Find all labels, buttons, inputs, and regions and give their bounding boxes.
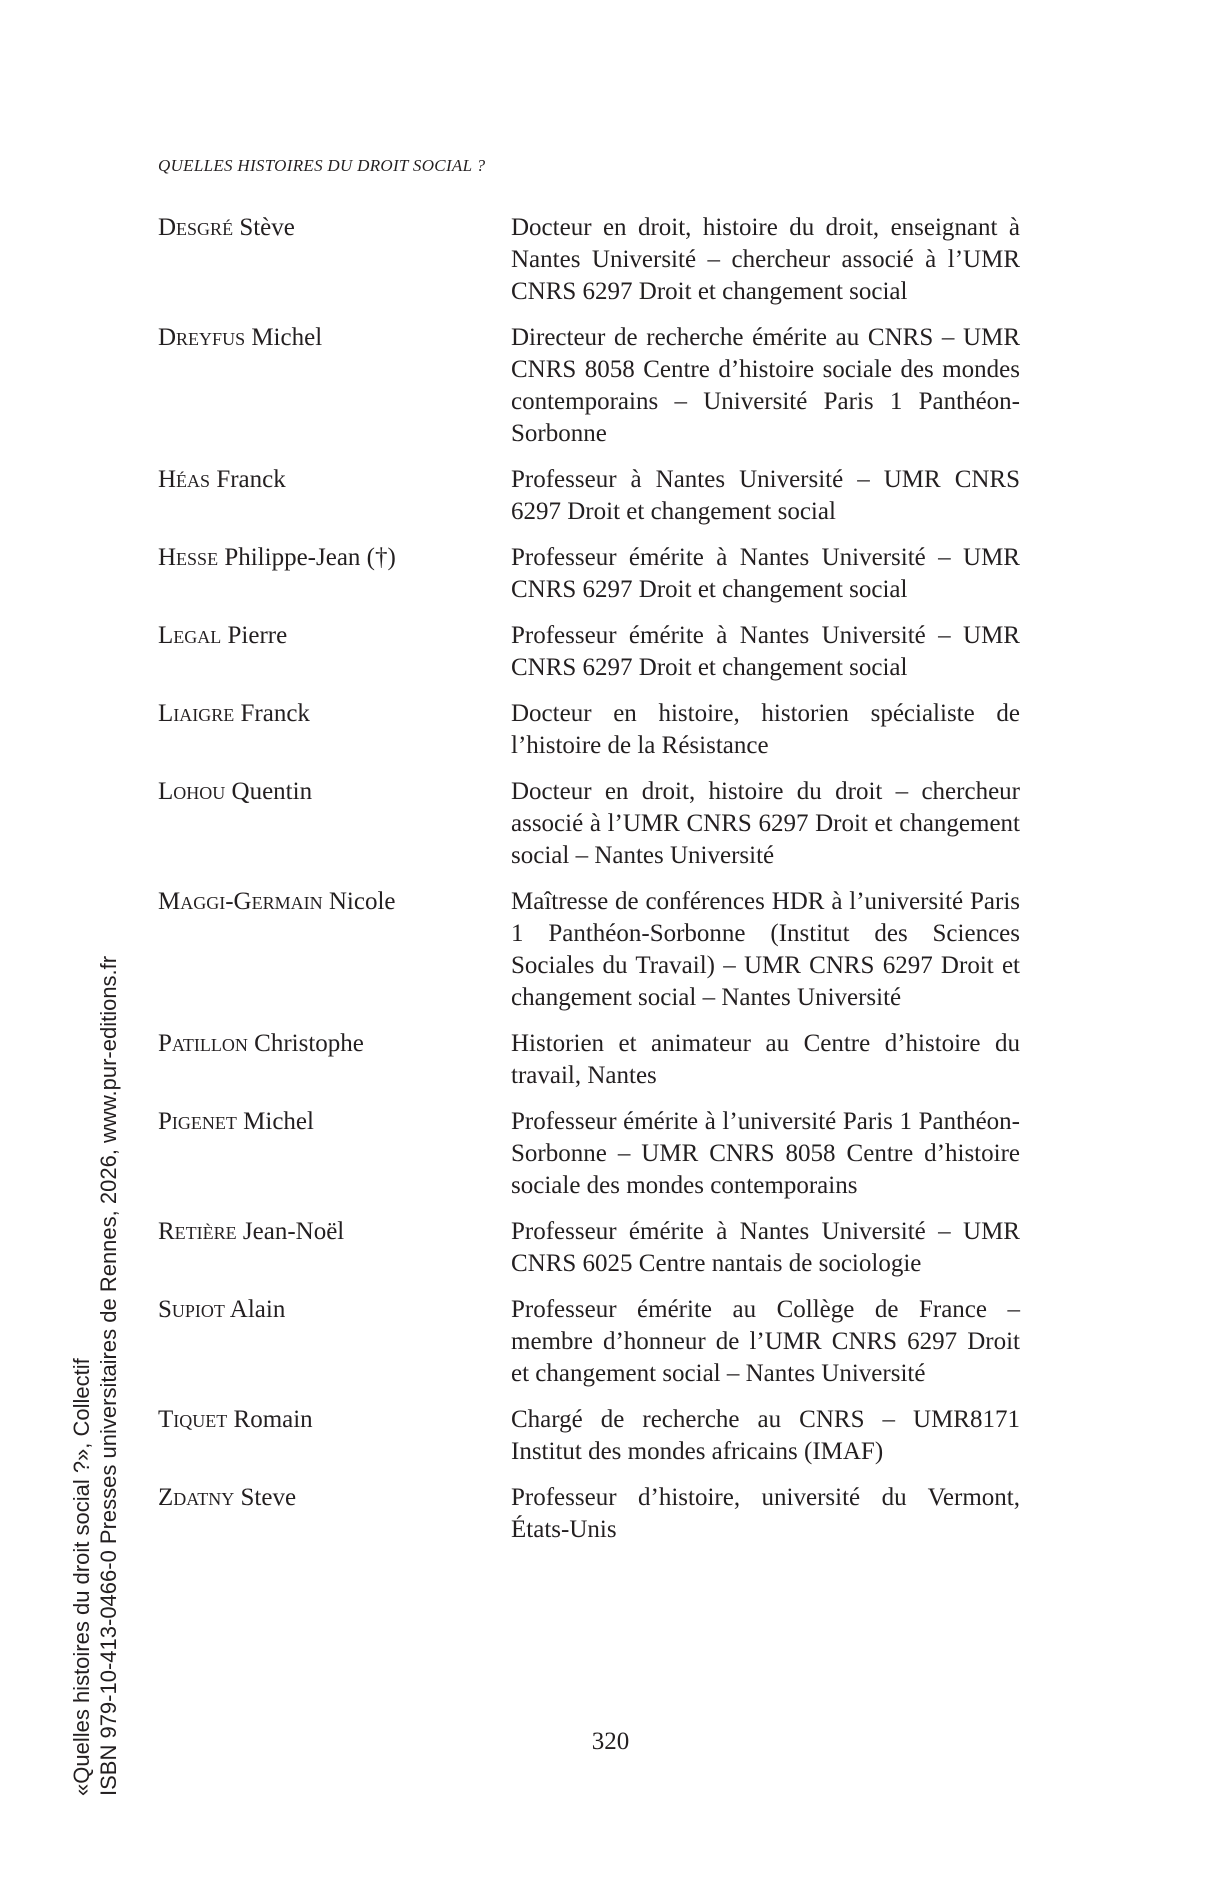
contributor-affiliation: Professeur à Nantes Université – UMR CNRS 6297 Droit et changement social	[511, 466, 1020, 525]
contributor-given-name: Christophe	[254, 1030, 364, 1057]
contributor-name	[158, 698, 511, 730]
page-number: 320	[591, 1728, 630, 1755]
contributor-given-name: Franck	[216, 466, 286, 493]
contributor-entry	[158, 620, 1020, 684]
contributor-given-name: Quentin	[231, 778, 313, 805]
contributor-given-name: Nicole	[328, 888, 396, 915]
contributor-given-name: Stève	[239, 214, 295, 241]
contributor-surname: Desgré	[158, 214, 234, 241]
contributors-list	[158, 212, 1020, 1560]
contributor-surname: Dreyfus	[158, 324, 246, 351]
contributor-affiliation: Docteur en droit, histoire du droit – chercheur associé à l’UMR CNRS 6297 Droit et changement social – Nantes Université	[511, 778, 1020, 869]
running-head: QUELLES HISTOIRES DU DROIT SOCIAL ?	[158, 156, 486, 175]
contributor-surname: Lohou	[158, 778, 226, 805]
contributor-affiliation: Maîtresse de conférences HDR à l’université Paris 1 Panthéon-Sorbonne (Institut des Sciences Sociales du Travail) – UMR CNRS 6297 Droit et changement social – Nantes Université	[511, 888, 1020, 1011]
contributor-given-name: Romain	[233, 1406, 313, 1433]
contributor-affiliation: Professeur émérite à Nantes Université – UMR CNRS 6297 Droit et changement social	[511, 622, 1020, 681]
contributor-name	[158, 1482, 511, 1514]
contributor-given-name: Michel	[243, 1108, 314, 1135]
contributor-name	[158, 542, 511, 574]
contributor-affiliation: Professeur émérite à l’université Paris 1 Panthéon-Sorbonne – UMR CNRS 8058 Centre d’histoire sociale des mondes contemporains	[511, 1108, 1020, 1199]
contributor-name	[158, 322, 511, 354]
contributor-given-name: Steve	[240, 1484, 297, 1511]
contributor-given-name: Franck	[240, 700, 310, 727]
contributor-name	[158, 212, 511, 244]
contributor-name	[158, 1404, 511, 1436]
contributor-name	[158, 620, 511, 652]
contributor-entry	[158, 464, 1020, 528]
contributor-entry	[158, 776, 1020, 872]
contributor-surname: Héas	[158, 466, 211, 493]
contributor-name	[158, 1028, 511, 1060]
side-notice-isbn-line: ISBN 979-10-413-0466-0 Presses universitaires de Rennes, 2026, www.pur-editions.fr	[96, 955, 121, 1796]
contributor-entry	[158, 212, 1020, 308]
contributor-given-name: Philippe-Jean (†)	[224, 544, 396, 571]
contributor-name	[158, 464, 511, 496]
contributor-surname: Liaigre	[158, 700, 235, 727]
copyright-side-notice	[68, 856, 122, 1796]
contributor-entry	[158, 542, 1020, 606]
contributor-name	[158, 1216, 511, 1248]
contributor-surname: Maggi-Germain	[158, 888, 323, 915]
contributor-affiliation: Directeur de recherche émérite au CNRS – UMR CNRS 8058 Centre d’histoire sociale des mondes contemporains – Université Paris 1 Panthéon-Sorbonne	[511, 324, 1020, 447]
contributor-surname: Patillon	[158, 1030, 248, 1057]
contributor-entry	[158, 1028, 1020, 1092]
contributor-affiliation: Chargé de recherche au CNRS – UMR8171 Institut des mondes africains (IMAF)	[511, 1406, 1020, 1465]
contributor-surname: Hesse	[158, 544, 219, 571]
contributor-surname: Supiot	[158, 1296, 225, 1323]
contributor-entry	[158, 698, 1020, 762]
contributor-name	[158, 886, 511, 918]
contributor-surname: Pigenet	[158, 1108, 237, 1135]
contributor-surname: Tiquet	[158, 1406, 228, 1433]
contributor-name	[158, 1106, 511, 1138]
contributor-given-name: Jean-Noël	[242, 1218, 345, 1245]
contributor-entry	[158, 1294, 1020, 1390]
contributor-entry	[158, 1482, 1020, 1546]
contributor-affiliation: Historien et animateur au Centre d’histoire du travail, Nantes	[511, 1030, 1020, 1089]
contributor-surname: Legal	[158, 622, 222, 649]
contributor-entry	[158, 322, 1020, 450]
contributor-affiliation: Docteur en droit, histoire du droit, enseignant à Nantes Université – chercheur associé à l’UMR CNRS 6297 Droit et changement social	[511, 214, 1020, 305]
contributor-affiliation: Docteur en histoire, historien spécialiste de l’histoire de la Résistance	[511, 700, 1020, 759]
contributor-given-name: Alain	[229, 1296, 286, 1323]
contributor-surname: Zdatny	[158, 1484, 235, 1511]
contributor-entry	[158, 1106, 1020, 1202]
contributor-surname: Retière	[158, 1218, 237, 1245]
contributor-affiliation: Professeur émérite à Nantes Université – UMR CNRS 6025 Centre nantais de sociologie	[511, 1218, 1020, 1277]
contributor-affiliation: Professeur d’histoire, université du Vermont, États-Unis	[511, 1484, 1020, 1543]
contributor-affiliation: Professeur émérite au Collège de France – membre d’honneur de l’UMR CNRS 6297 Droit et changement social – Nantes Université	[511, 1296, 1020, 1387]
contributor-given-name: Michel	[251, 324, 323, 351]
contributor-entry	[158, 1404, 1020, 1468]
contributor-entry	[158, 886, 1020, 1014]
contributor-given-name: Pierre	[227, 622, 288, 649]
side-notice-title-line: «Quelles histoires du droit social ?», Collectif	[69, 1358, 94, 1796]
contributor-entry	[158, 1216, 1020, 1280]
contributor-name	[158, 776, 511, 808]
contributor-affiliation: Professeur émérite à Nantes Université – UMR CNRS 6297 Droit et changement social	[511, 544, 1020, 603]
contributor-name	[158, 1294, 511, 1326]
